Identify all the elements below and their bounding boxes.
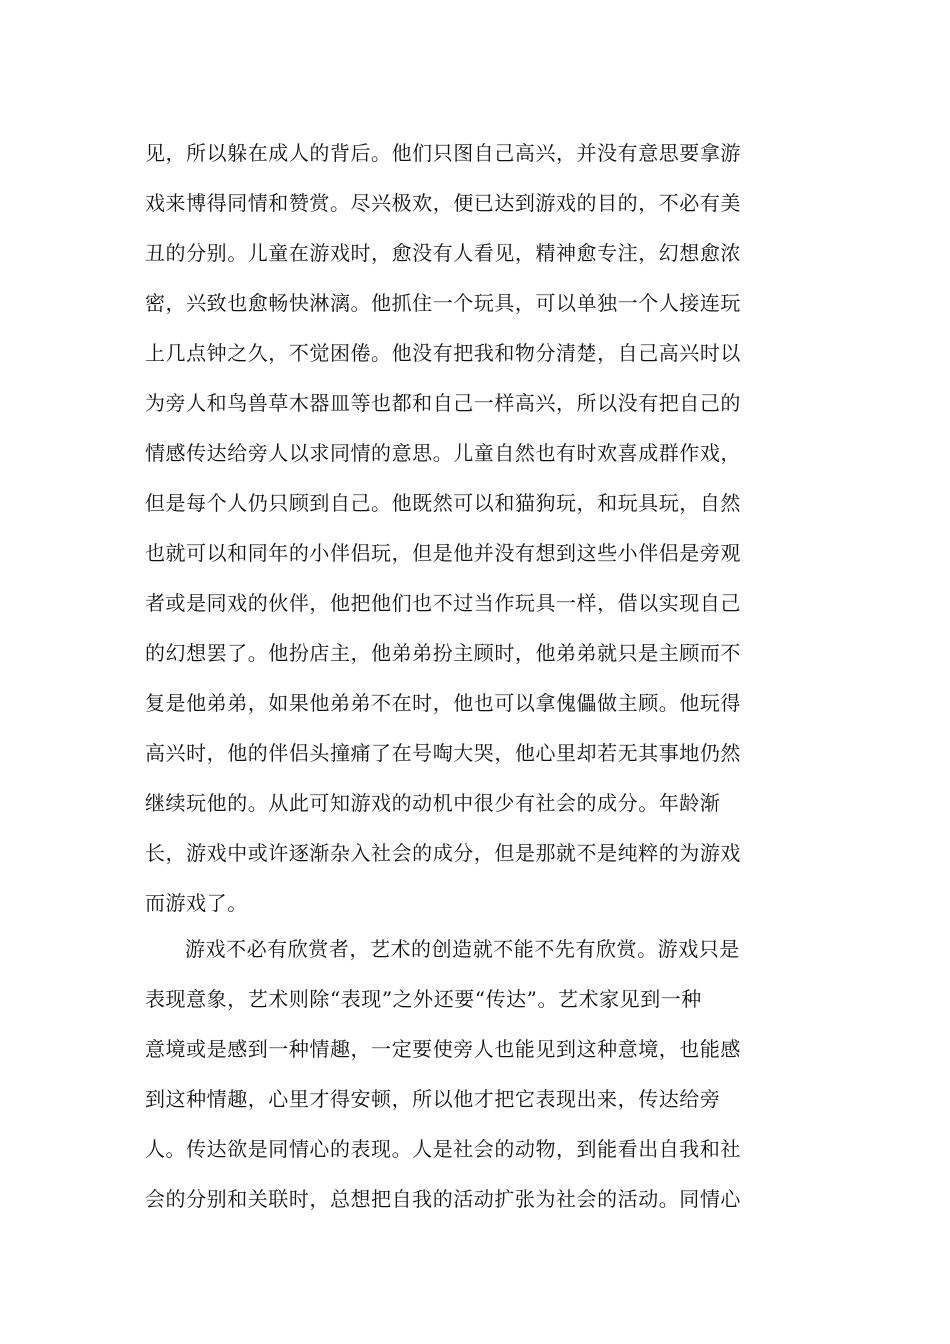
text-line: 复是他弟弟，如果他弟弟不在时，他也可以拿傀儡做主顾。他玩得 [145,691,741,715]
text-line: 的幻想罢了。他扮店主，他弟弟扮主顾时，他弟弟就只是主顾而不 [145,641,741,665]
text-line: 人。传达欲是同情心的表现。人是社会的动物，到能看出自我和社 [145,1137,741,1161]
text-line: 继续玩他的。从此可知游戏的动机中很少有社会的成分。年龄渐 [145,791,721,815]
text-line: 长，游戏中或许逐渐杂入社会的成分，但是那就不是纯粹的为游戏 [145,841,741,865]
text-line: 高兴时，他的伴侣头撞痛了在号啕大哭，他心里却若无其事地仍然 [145,741,741,765]
text-line: 丑的分别。儿童在游戏时，愈没有人看见，精神愈专注，幻想愈浓 [145,241,741,265]
text-line: 见，所以躲在成人的背后。他们只图自己高兴，并没有意思要拿游 [145,141,741,165]
text-line: 但是每个人仍只顾到自己。他既然可以和猫狗玩，和玩具玩，自然 [145,491,741,515]
text-line: 表现意象，艺术则除“表现”之外还要“传达”。艺术家见到一种 [145,987,702,1011]
text-line: 意境或是感到一种情趣，一定要使旁人也能见到这种意境，也能感 [145,1037,741,1061]
text-line: 者或是同戏的伙伴，他把他们也不过当作玩具一样，借以实现自己 [145,591,741,615]
text-line: 戏来博得同情和赞赏。尽兴极欢，便已达到游戏的目的，不必有美 [145,191,741,215]
text-line: 会的分别和关联时，总想把自我的活动扩张为社会的活动。同情心 [145,1187,741,1211]
text-line: 情感传达给旁人以求同情的意思。儿童自然也有时欢喜成群作戏， [145,441,741,465]
paragraph-1 [145,128,810,928]
paragraph-2 [145,924,810,1224]
text-line: 而游戏了。 [145,891,248,915]
text-line: 为旁人和鸟兽草木器皿等也都和自己一样高兴，所以没有把自己的 [145,391,741,415]
text-line: 也就可以和同年的小伴侣玩，但是他并没有想到这些小伴侣是旁观 [145,541,741,565]
text-line: 游戏不必有欣赏者，艺术的创造就不能不先有欣赏。游戏只是 [185,937,740,961]
text-line: 上几点钟之久，不觉困倦。他没有把我和物分清楚，自己高兴时以 [145,341,741,365]
text-line: 密，兴致也愈畅快淋漓。他抓住一个玩具，可以单独一个人接连玩 [145,291,741,315]
text-line: 到这种情趣，心里才得安顿，所以他才把它表现出来，传达给旁 [145,1087,721,1111]
